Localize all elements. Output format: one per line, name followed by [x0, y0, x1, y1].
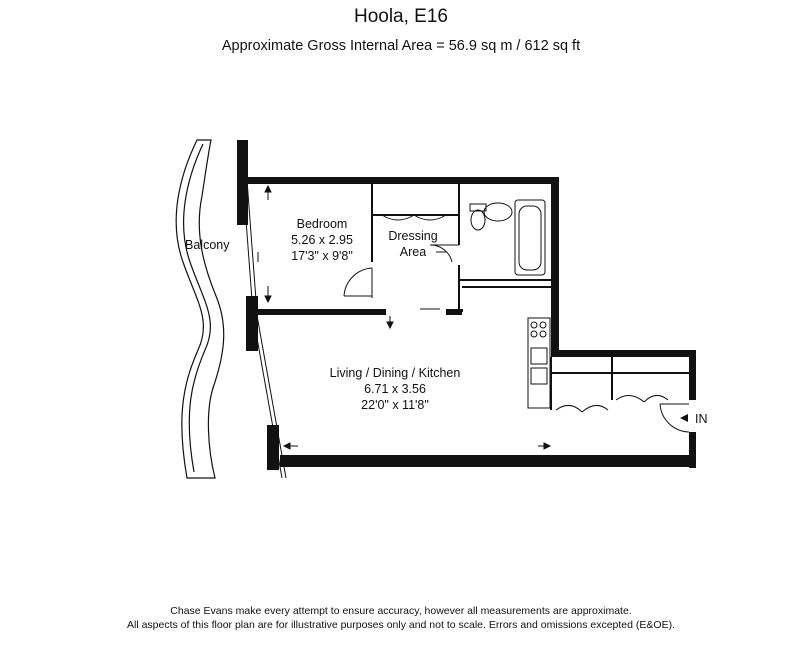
- balcony-outline: [176, 140, 224, 478]
- living-label: Living / Dining / Kitchen: [329, 366, 461, 380]
- balcony-label: Balcony: [185, 238, 230, 252]
- kitchen-units: [528, 318, 550, 408]
- disclaimer-line-2: All aspects of this floor plan are for illustrative purposes only and not to scale. Errors and omissions excepted (E&OE).: [126, 619, 675, 631]
- bedroom-metric: 5.26 x 2.95: [291, 233, 353, 247]
- dressing-label-2: Area: [399, 245, 427, 259]
- walls: [237, 140, 696, 470]
- bedroom-imperial: 17'3" x 9'8": [291, 249, 353, 263]
- disclaimer-line-1: Chase Evans make every attempt to ensure accuracy, however all measurements are approximate.: [170, 605, 632, 617]
- entrance-arrow-icon: [680, 414, 688, 422]
- dressing-label-1: Dressing: [388, 229, 438, 243]
- plan-title: Hoola, E16: [353, 6, 448, 27]
- living-imperial: 22'0" x 11'8": [361, 398, 429, 412]
- entrance-label: IN: [695, 412, 708, 426]
- gross-area: Approximate Gross Internal Area = 56.9 sq m / 612 sq ft: [221, 38, 581, 54]
- bedroom-label: Bedroom: [296, 217, 348, 231]
- living-metric: 6.71 x 3.56: [364, 382, 426, 396]
- bathroom-fittings: [470, 200, 545, 275]
